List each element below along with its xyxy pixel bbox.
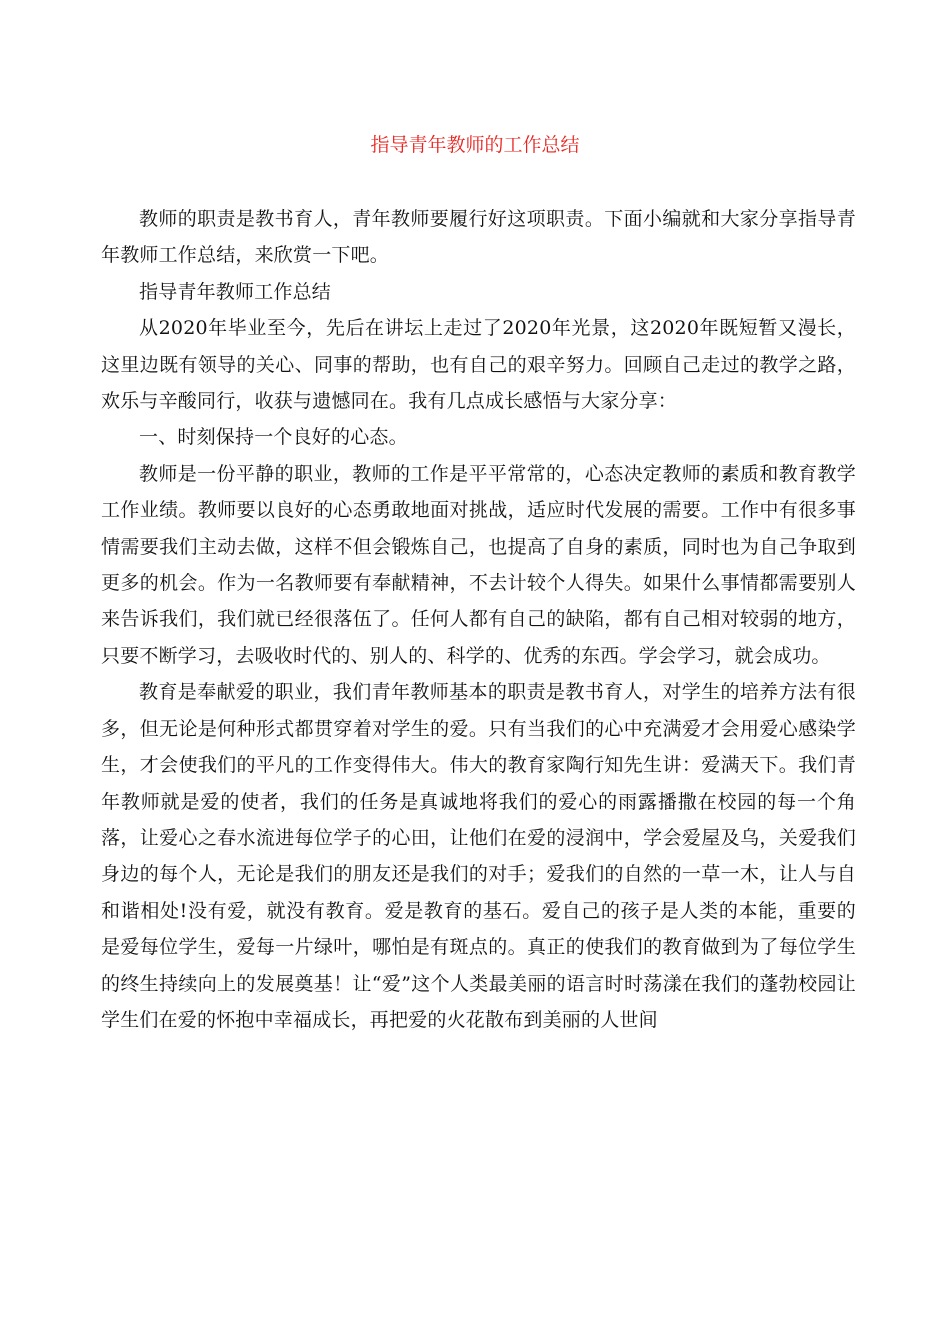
document-body [101, 201, 856, 1038]
paragraph-love: 教育是奉献爱的职业，我们青年教师基本的职责是教书育人，对学生的培养方法有很多，但无论是何种形式都贯穿着对学生的爱。只有当我们的心中充满爱才会用爱心感染学生，才会使我们的平凡的工作变得伟大。伟大的教育家陶行知先生讲：爱满天下。我们青年教师就是爱的使者，我们的任务是真诚地将我们的爱心的雨露播撒在校园的每一个角落，让爱心之春水流进每位学子的心田，让他们在爱的浸润中，学会爱屋及乌，关爱我们身边的每个人，无论是我们的朋友还是我们的对手；爱我们的自然的一草一木，让人与自和谐相处!没有爱，就没有教育。爱是教育的基石。爱自己的孩子是人类的本能，重要的是爱每位学生，爱每一片绿叶，哪怕是有斑点的。真正的使我们的教育做到为了每位学生的终生持续向上的发展奠基！让“爱”这个人类最美丽的语言时时荡漾在我们的蓬勃校园让学生们在爱的怀抱中幸福成长，再把爱的火花散布到美丽的人世间 [101, 681, 856, 1031]
paragraph-subtitle: 指导青年教师工作总结 [139, 280, 332, 303]
document-title: 指导青年教师的工作总结 [370, 134, 580, 156]
paragraph-intro: 教师的职责是教书育人，青年教师要履行好这项职责。下面小编就和大家分享指导青年教师工作总结，来欣赏一下吧。 [101, 208, 856, 267]
paragraph-mindset: 教师是一份平静的职业，教师的工作是平平常常的，心态决定教师的素质和教育教学工作业绩。教师要以良好的心态勇敢地面对挑战，适应时代发展的需要。工作中有很多事情需要我们主动去做，这样不但会锻炼自己，也提高了自身的素质，同时也为自己争取到更多的机会。作为一名教师要有奉献精神，不去计较个人得失。如果什么事情都需要别人来告诉我们，我们就已经很落伍了。任何人都有自己的缺陷，都有自己相对较弱的地方，只要不断学习，去吸收时代的、别人的、科学的、优秀的东西。学会学习，就会成功。 [101, 462, 856, 667]
paragraph-section-heading: 一、时刻保持一个良好的心态。 [139, 426, 408, 449]
paragraph-background: 从2020年毕业至今，先后在讲坛上走过了2020年光景，这2020年既短暂又漫长，这里边既有领导的关心、同事的帮助，也有自己的艰辛努力。回顾自己走过的教学之路，欢乐与辛酸同行，收获与遗憾同在。我有几点成长感悟与大家分享： [101, 317, 856, 413]
